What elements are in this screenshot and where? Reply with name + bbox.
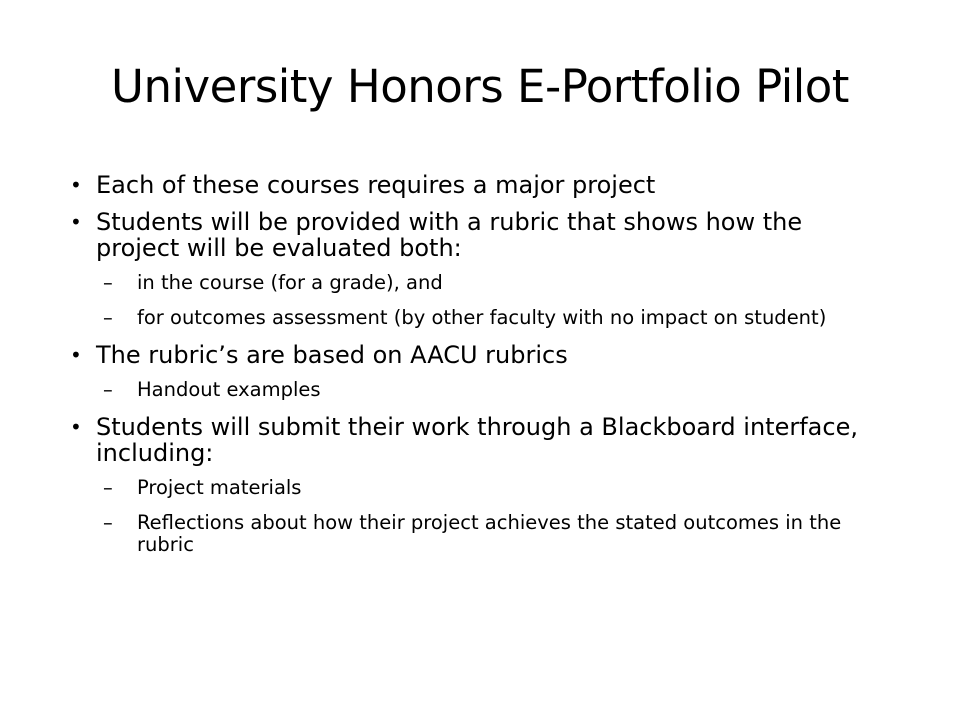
bullet-item — [70, 209, 880, 261]
bullet-text: Each of these courses requires a major project — [96, 171, 656, 199]
dash-icon: – — [103, 476, 113, 499]
sub-bullet-text: for outcomes assessment (by other faculty with no impact on student) — [137, 306, 827, 329]
bullet-icon: • — [70, 415, 82, 439]
slide-title: University Honors E-Portfolio Pilot — [111, 60, 849, 113]
sub-bullet-item — [103, 477, 880, 499]
bullet-text: The rubric’s are based on AACU rubrics — [96, 341, 568, 369]
sub-bullet-item — [103, 272, 880, 294]
sub-bullet-text: Handout examples — [137, 378, 321, 401]
bullet-icon: • — [70, 210, 82, 234]
sub-bullet-text: in the course (for a grade), and — [137, 271, 443, 294]
sub-bullet-text: Reflections about how their project achieves the stated outcomes in the rubric — [137, 511, 842, 556]
sub-bullet-text: Project materials — [137, 476, 302, 499]
sub-bullet-item — [103, 307, 880, 329]
dash-icon: – — [103, 306, 113, 329]
sub-bullet-item — [103, 379, 880, 401]
bullet-item — [70, 414, 880, 466]
dash-icon: – — [103, 271, 113, 294]
bullet-text: Students will submit their work through a Blackboard interface, including: — [96, 413, 858, 467]
dash-icon: – — [103, 511, 113, 534]
slide-body — [70, 172, 880, 569]
bullet-item — [70, 342, 880, 368]
bullet-text: Students will be provided with a rubric that shows how the project will be evaluated both: — [96, 208, 803, 262]
bullet-icon: • — [70, 343, 82, 367]
dash-icon: – — [103, 378, 113, 401]
sub-bullet-item — [103, 512, 880, 556]
bullet-item — [70, 172, 880, 198]
bullet-icon: • — [70, 173, 82, 197]
